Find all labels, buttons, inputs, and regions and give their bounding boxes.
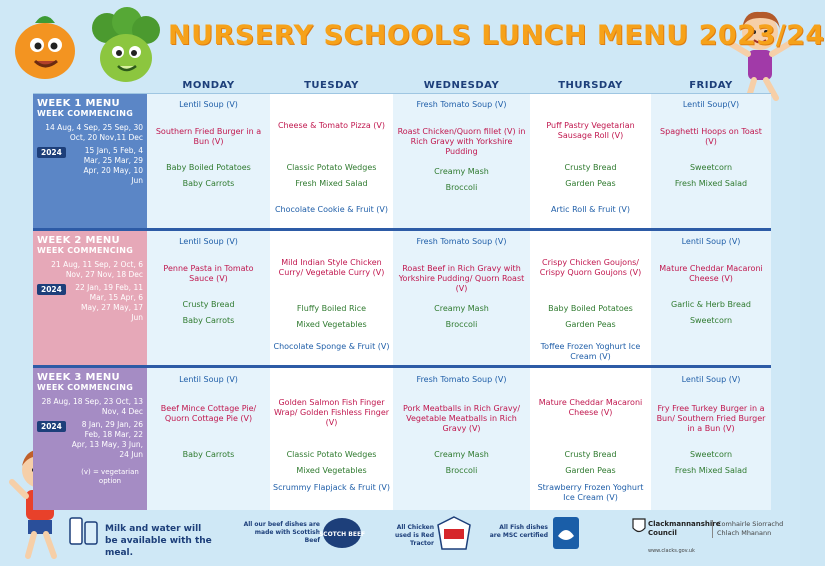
menu-item-main: Golden Salmon Fish Finger Wrap/ Golden Fishless Finger (V) <box>273 398 390 427</box>
menu-item-side1: Baby Carrots <box>182 450 235 459</box>
red-tractor-logo-icon <box>436 515 472 553</box>
menu-item-side1: Garlic & Herb Bread <box>671 300 751 309</box>
menu-item-dessert: Toffee Frozen Yoghurt Ice Cream (V) <box>540 342 641 361</box>
day-header-friday: FRIDAY <box>689 80 733 91</box>
menu-item-soup: Fresh Tomato Soup (V) <box>416 100 507 109</box>
menu-item-side1: Crusty Bread <box>564 450 617 459</box>
menu-item-soup: Lentil Soup (V) <box>179 375 238 384</box>
menu-item-soup: Lentil Soup(V) <box>682 100 740 109</box>
menu-item-dessert: Scrummy Flapjack & Fruit (V) <box>273 483 390 492</box>
day-header-wednesday: WEDNESDAY <box>423 80 500 91</box>
menu-item-side1: Crusty Bread <box>564 163 617 172</box>
orange-pepper-mascot-icon <box>5 5 85 85</box>
menu-item-side1: Classic Potato Wedges <box>286 450 377 459</box>
menu-item-side2: Garden Peas <box>565 466 616 475</box>
menu-item-main: Southern Fried Burger in a Bun (V) <box>155 127 262 146</box>
menu-item-soup: Lentil Soup (V) <box>681 237 741 246</box>
week-commencing-label: WEEK COMMENCING <box>37 109 134 118</box>
menu-item-side2: Fresh Mixed Salad <box>295 179 368 188</box>
menu-item-soup: Lentil Soup (V) <box>681 375 741 384</box>
menu-item-dessert: Strawberry Frozen Yoghurt Ice Cream (V) <box>537 483 644 502</box>
tuesday-column <box>270 94 393 510</box>
menu-item-main: Fry Free Turkey Burger in a Bun/ Southern Fried Burger in a Bun (V) <box>656 404 766 433</box>
milk-water-note: Milk and water will be available with the meal. <box>105 524 212 558</box>
menu-item-side1: Baby Boiled Potatoes <box>548 304 633 313</box>
menu-item-side2: Mixed Vegetables <box>296 466 367 475</box>
thursday-column <box>530 94 651 510</box>
week-2-label-cell <box>33 231 147 365</box>
week-dates-2023: 21 Aug, 11 Sep, 2 Oct, 6 Nov, 27 Nov, 18 Dec <box>51 260 143 279</box>
week-commencing-label: WEEK COMMENCING <box>37 383 134 392</box>
week-title: WEEK 3 MENU <box>37 372 120 383</box>
menu-item-dessert: Artic Roll & Fruit (V) <box>551 205 630 214</box>
menu-item-side2: Garden Peas <box>565 320 616 329</box>
menu-item-side1: Creamy Mash <box>434 304 489 313</box>
menu-item-soup: Lentil Soup (V) <box>179 237 238 246</box>
menu-item-side2: Sweetcorn <box>689 316 733 325</box>
menu-item-side2: Garden Peas <box>565 179 616 188</box>
year-badge: 2024 <box>37 421 66 432</box>
day-header-monday: MONDAY <box>182 80 235 91</box>
vegetarian-note: (v) = vegetarian option <box>81 468 139 485</box>
menu-item-main: Mature Cheddar Macaroni Cheese (V) <box>659 264 763 283</box>
year-badge: 2024 <box>37 284 66 295</box>
week-title: WEEK 2 MENU <box>37 235 120 246</box>
menu-item-side2: Fresh Mixed Salad <box>674 466 748 475</box>
menu-item-main: Puff Pastry Vegetarian Sausage Roll (V) <box>546 121 635 140</box>
menu-item-side1: Baby Boiled Potatoes <box>166 163 251 172</box>
page-title: NURSERY SCHOOLS LUNCH MENU 2023/24 <box>168 20 825 51</box>
year-badge: 2024 <box>37 147 66 158</box>
menu-item-side1: Creamy Mash <box>434 167 489 176</box>
week-dates-2023: 14 Aug, 4 Sep, 25 Sep, 30 Oct, 20 Nov,11 Dec <box>45 123 143 142</box>
menu-item-side2: Baby Carrots <box>182 316 235 325</box>
week-title: WEEK 1 MENU <box>37 98 120 109</box>
menu-item-side1: Sweetcorn <box>689 450 733 459</box>
menu-item-main: Pork Meatballs in Rich Gravy/ Vegetable Meatballs in Rich Gravy (V) <box>402 404 521 433</box>
msc-logo-icon <box>552 516 580 550</box>
menu-item-side2: Broccoli <box>445 320 478 329</box>
menu-item-main: Beef Mince Cottage Pie/ Quorn Cottage Pie (V) <box>160 404 257 423</box>
menu-item-side2: Fresh Mixed Salad <box>674 179 748 188</box>
menu-item-soup: Lentil Soup (V) <box>179 100 238 109</box>
menu-item-main: Penne Pasta in Tomato Sauce (V) <box>163 264 254 283</box>
menu-item-dessert: Chocolate Cookie & Fruit (V) <box>274 205 389 214</box>
menu-item-main: Mature Cheddar Macaroni Cheese (V) <box>538 398 643 417</box>
day-header-thursday: THURSDAY <box>558 80 623 91</box>
scotch-beef-logo-icon <box>318 516 366 550</box>
svg-text:SCOTCH BEEF: SCOTCH BEEF <box>318 531 366 538</box>
menu-item-side2: Baby Carrots <box>182 179 235 188</box>
menu-item-main: Roast Chicken/Quorn fillet (V) in Rich Gravy with Yorkshire Pudding <box>397 127 526 156</box>
menu-item-side2: Mixed Vegetables <box>296 320 367 329</box>
week-3-label-cell <box>33 368 147 510</box>
week-dates-2024: 22 Jan, 19 Feb, 11 Mar, 15 Apr, 6 May, 27 May, 17 Jun <box>75 283 143 322</box>
week-commencing-label: WEEK COMMENCING <box>37 246 134 255</box>
council-crest-icon <box>632 518 646 536</box>
menu-item-side1: Creamy Mash <box>434 450 489 459</box>
broccoli-mascot-icon <box>82 8 168 86</box>
menu-item-main: Roast Beef in Rich Gravy with Yorkshire Pudding/ Quorn Roast (V) <box>398 264 525 293</box>
council-url: www.clacks.gov.uk <box>648 548 695 554</box>
week-dates-2024: 15 Jan, 5 Feb, 4 Mar, 25 Mar, 29 Apr, 20 May, 10 Jun <box>83 146 143 185</box>
menu-item-side1: Crusty Bread <box>182 300 235 309</box>
menu-item-main: Spaghetti Hoops on Toast (V) <box>660 127 762 146</box>
week-dates-2024: 8 Jan, 29 Jan, 26 Feb, 18 Mar, 22 Apr, 13 May, 3 Jun, 24 Jun <box>71 420 143 459</box>
week-1-label-cell <box>33 94 147 228</box>
menu-item-side2: Broccoli <box>445 183 478 192</box>
chicken-note: All Chicken used is Red Tractor <box>395 524 434 547</box>
fish-note: All Fish dishes are MSC certified <box>489 524 548 539</box>
menu-item-side1: Classic Potato Wedges <box>286 163 377 172</box>
menu-item-main: Mild Indian Style Chicken Curry/ Vegetable Curry (V) <box>278 258 385 277</box>
menu-item-soup: Fresh Tomato Soup (V) <box>416 237 507 246</box>
menu-item-dessert: Chocolate Sponge & Fruit (V) <box>273 342 390 351</box>
milk-glass-icon <box>68 516 100 546</box>
day-header-tuesday: TUESDAY <box>304 80 359 91</box>
menu-item-main: Cheese & Tomato Pizza (V) <box>277 121 386 130</box>
menu-item-soup: Fresh Tomato Soup (V) <box>416 375 507 384</box>
week-dates-2023: 28 Aug, 18 Sep, 23 Oct, 13 Nov, 4 Dec <box>41 397 143 416</box>
menu-item-side1: Sweetcorn <box>689 163 733 172</box>
menu-item-side1: Fluffy Boiled Rice <box>296 304 367 313</box>
council-name: Clackmannanshire Council <box>648 520 721 537</box>
menu-item-main: Crispy Chicken Goujons/ Crispy Quorn Goujons (V) <box>539 258 642 277</box>
beef-note: All our beef dishes are made with Scottish Beef <box>243 521 320 544</box>
council-gaelic-name: Comhairle Siorrachd Chlach Mhanann <box>712 520 794 538</box>
menu-item-side2: Broccoli <box>445 466 478 475</box>
